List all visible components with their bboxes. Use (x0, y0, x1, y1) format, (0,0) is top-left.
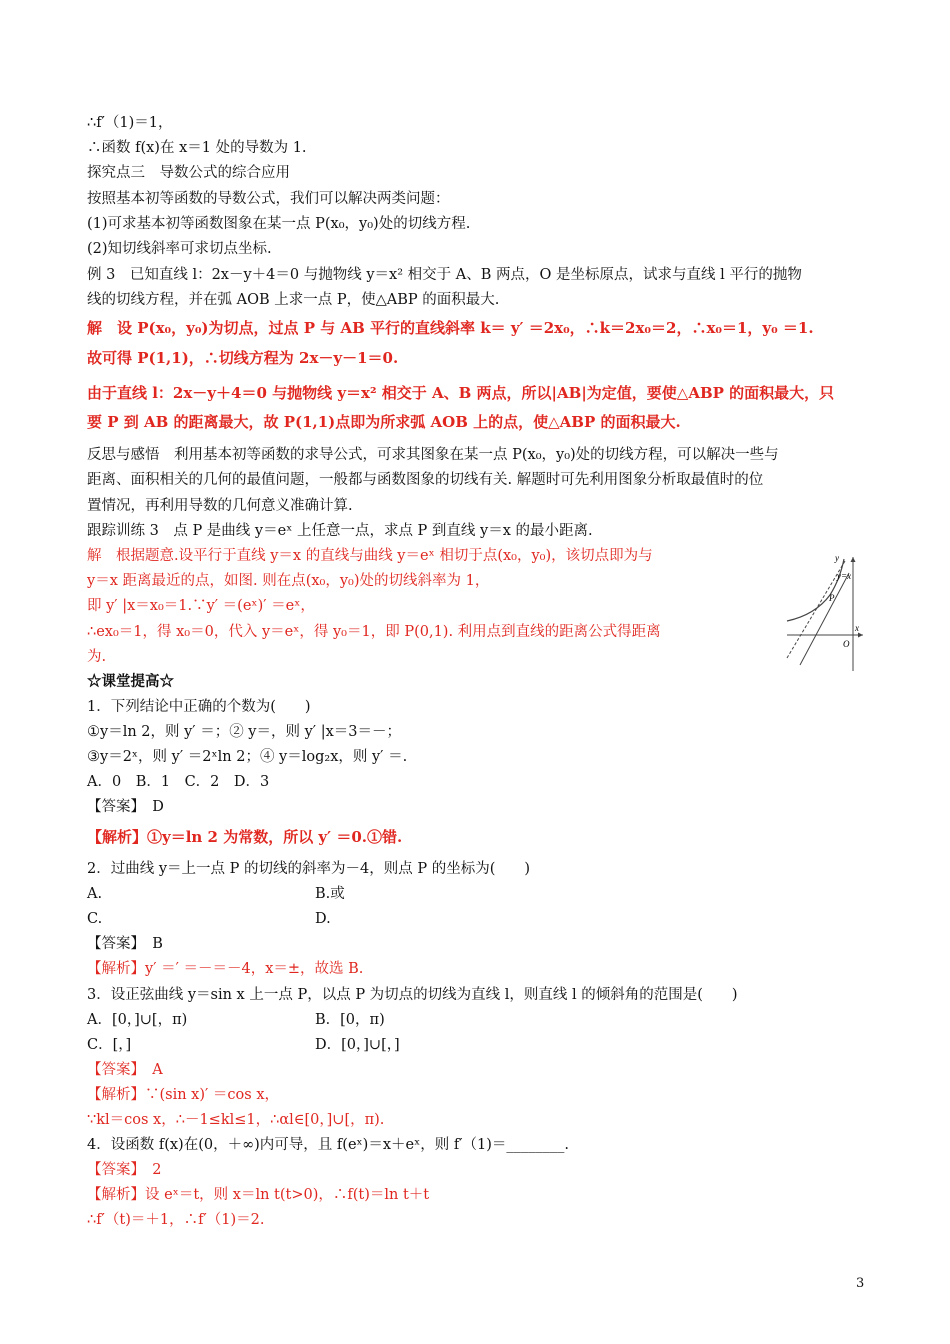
page-number: 3 (856, 1276, 865, 1291)
option-b: B.或 (315, 886, 345, 902)
text-line: 反思与感悟 利用基本初等函数的求导公式，可求其图象在某一点 P(x₀，y₀)处的切线方程，可以解决一些与 (87, 447, 779, 463)
exercise-text: 跟踪训练 3 点 P 是曲线 y＝eˣ 上任意一点，求点 P 到直线 y＝x 的最小距离. (87, 523, 593, 539)
option-c: C. (87, 911, 103, 927)
solution-line: y＝x 距离最近的点，如图. 则在点(x₀，y₀)处的切线斜率为 1， (87, 573, 490, 589)
option-a: A. (87, 886, 103, 902)
text-line: ∴f′（1)＝1， (87, 115, 173, 131)
solution-line: 为. (87, 649, 107, 665)
answer-line: 【答案】 D (87, 799, 164, 815)
question-text: ③y＝2ˣ，则 y′ ＝2ˣln 2；④ y＝log₂x，则 y′ ＝. (87, 749, 408, 765)
y-axis-label: y (835, 553, 839, 563)
point-p-label: P (829, 593, 835, 603)
text-line: ∴函数 f(x)在 x＝1 处的导数为 1. (87, 140, 307, 156)
question-text: 2．过曲线 y＝上一点 P 的切线的斜率为－4，则点 P 的坐标为( ) (87, 861, 531, 877)
option-d: D．[0，]∪[，] (315, 1037, 400, 1053)
section-heading: ☆课堂提高☆ (87, 673, 174, 690)
text-line: 置情况，再利用导数的几何意义准确计算. (87, 498, 353, 514)
solution-line: 解 根据题意.设平行于直线 y＝x 的直线与曲线 y＝eˣ 相切于点(x₀，y₀)，该切点即为与 (87, 548, 653, 564)
question-text: 3．设正弦曲线 y＝sin x 上一点 P，以点 P 为切点的切线为直线 l，则直线 l 的倾斜角的范围是( ) (87, 987, 738, 1003)
analysis-line: 【解析】∵(sin x)′ ＝cos x， (87, 1087, 279, 1103)
answer-options: A．0 B．1 C．2 D．3 (87, 774, 270, 790)
x-axis-label: x (855, 623, 859, 633)
answer-line: 【答案】 B (87, 936, 163, 952)
example-text: 线的切线方程，并在弧 AOB 上求一点 P，使△ABP 的面积最大. (87, 292, 500, 308)
solution-line: 由于直线 l：2x－y＋4＝0 与抛物线 y＝x² 相交于 A、B 两点，所以|AB|为定值，要使△ABP 的面积最大，只 (87, 384, 835, 402)
text-line: 按照基本初等函数的导数公式，我们可以解决两类问题： (87, 191, 450, 207)
tangent-graph (785, 553, 865, 671)
option-c: C．[，] (87, 1037, 132, 1053)
solution-line: 要 P 到 AB 的距离最大，故 P(1,1)点即为所求弧 AOB 上的点，使△ABP 的面积最大. (87, 413, 681, 431)
analysis-line: ∴f′（t)＝＋1，∴f′（1)＝2. (87, 1212, 265, 1228)
text-line: (1)可求基本初等函数图象在某一点 P(x₀，y₀)处的切线方程. (87, 216, 471, 232)
section-heading: 探究点三 导数公式的综合应用 (87, 165, 290, 181)
solution-line: 即 y′ |x＝x₀＝1.∵y′ ＝(eˣ)′ ＝eˣ， (87, 598, 315, 614)
y-axis-arrow (851, 557, 856, 562)
line-y-eq-x (800, 571, 852, 665)
option-b: B．[0，π) (315, 1012, 385, 1028)
line-label: y=x (837, 571, 852, 581)
question-text: 1．下列结论中正确的个数为( ) (87, 699, 311, 715)
solution-line: 解 设 P(x₀，y₀)为切点，过点 P 与 AB 平行的直线斜率 k＝ y′ ＝2x₀，∴k＝2x₀＝2，∴x₀＝1，y₀ ＝1. (87, 319, 814, 337)
analysis-line: ∵kl＝cos x，∴－1≤kl≤1，∴αl∈[0，]∪[，π). (87, 1112, 385, 1128)
solution-line: ∴ex₀＝1，得 x₀＝0，代入 y＝eˣ，得 y₀＝1，即 P(0,1). 利用点到直线的距离公式得距离 (87, 624, 661, 640)
analysis-line: 【解析】①y＝ln 2 为常数，所以 y′ ＝0.①错. (87, 828, 403, 846)
option-a: A．[0，]∪[，π) (87, 1012, 188, 1028)
answer-line: 【答案】 A (87, 1062, 163, 1078)
example-text: 例 3 已知直线 l：2x－y＋4＝0 与抛物线 y＝x² 相交于 A、B 两点，O 是坐标原点，试求与直线 l 平行的抛物 (87, 267, 802, 283)
option-d: D. (315, 911, 331, 927)
answer-line: 【答案】 2 (87, 1162, 162, 1178)
question-text: ①y＝ln 2，则 y′ ＝；② y＝，则 y′ |x＝3＝－； (87, 724, 401, 740)
x-axis-arrow (858, 633, 863, 638)
question-text: 4．设函数 f(x)在(0，＋∞)内可导，且 f(eˣ)＝x＋eˣ，则 f′（1)＝________. (87, 1137, 569, 1153)
exp-curve (787, 559, 844, 621)
text-line: 距离、面积相关的几何的最值问题，一般都与函数图象的切线有关. 解题时可先利用图象分析取最值时的位 (87, 472, 764, 488)
text-line: (2)知切线斜率可求切点坐标. (87, 241, 272, 257)
analysis-line: 【解析】设 eˣ＝t，则 x＝ln t(t>0)，∴f(t)＝ln t＋t (87, 1187, 430, 1203)
origin-label: O (843, 639, 850, 649)
analysis-line: 【解析】y′ ＝′ ＝－＝－4，x＝±，故选 B. (87, 961, 364, 977)
solution-line: 故可得 P(1,1)，∴切线方程为 2x－y－1＝0. (87, 349, 399, 367)
